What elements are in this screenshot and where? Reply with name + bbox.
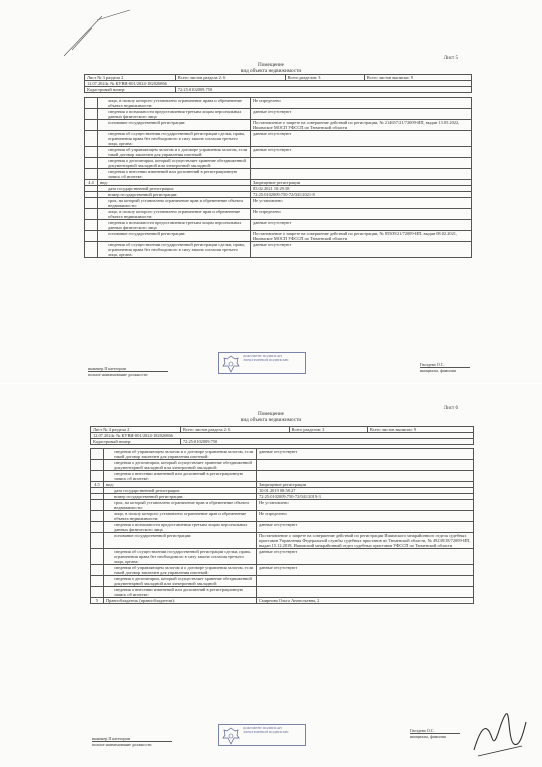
row-value: 05.02.2021 10:29:58 [251,186,472,192]
row-value: данные отсутствуют [257,522,474,533]
total-sheets-section: Всего листов раздела 2: 6 [180,427,289,433]
table-row [85,209,472,220]
emblem-icon [221,354,241,374]
stamp-sub: ЭЛЕКТРОННОЙ ПОДПИСЬЮ [243,358,289,362]
row-value [257,471,474,482]
object-subtitle: вид объекта недвижимости [240,68,302,74]
row-number: 4.5 [91,482,104,488]
table-row [91,533,474,549]
row-value: 10.01.2019 08:58:27 [257,488,474,494]
row-label: сведения об управляющем залогом и о договоре управления залогом, если такой договор заключен для управления ипотекой: [104,565,257,576]
row-number [85,147,98,158]
table-row [85,198,472,209]
row-value: Не определено [251,98,472,109]
table-row [85,220,472,231]
position-value: инженер II категории [92,736,130,741]
meta-table [84,74,472,93]
row-value: 72:25:0102009:750-72/041/2021-8 [251,192,472,198]
row-value: данные отсутствуют [251,242,472,258]
table-row [91,587,474,598]
row-number [85,120,98,131]
emblem-icon [221,726,241,746]
table-row [91,549,474,565]
document-page-1 [0,0,542,383]
row-value: данные отсутствуют [251,220,472,231]
row-number: 4.4 [85,180,98,186]
row-value [257,460,474,471]
row-label: лицо, в пользу которого установлено ограничение права и обременение объекта недвижимости: [98,98,251,109]
cadastral-label: Кадастровый номер: [85,87,176,93]
row-value: Постановление о запрете на совершение действий по регистрации, № 85509/21/72009-ИП, выдан 08.02.2021, Ишимское МОСП УФССП по Тюменской области [251,231,472,242]
row-number [91,460,104,471]
row-label: сведения о внесении изменений или дополнений в регистрационную запись об ипотеке: [104,587,257,598]
cadastral-value: 72:25:0102009:750 [175,87,471,93]
row-number [85,242,98,258]
name-caption: инициалы, фамилия [410,733,460,739]
meta-table [90,426,474,445]
row-number [85,131,98,147]
table-row [91,576,474,587]
row-number [91,522,104,533]
row-value [251,169,472,180]
row-label: сведения об осуществлении государственной регистрации сделки, права, ограничения права без необходимого в силу закона согласия третьего лица, органа: [98,131,251,147]
row-number [85,231,98,242]
stamp-title: ДОКУМЕНТ ПОДПИСАН [243,354,282,358]
row-value: Постановление о запрете на совершение действий по регистрации, № 214657/21/72009-ИП, выдан 13.05.2022, Ишимское МОСП УФССП по Тюменской области [251,120,472,131]
row-label: сведения о депозитарии, который осуществляет хранение обездвиженной документарной закладной или электронной закладной: [104,576,257,587]
row-number [91,471,104,482]
row-value: данные отсутствуют [257,565,474,576]
total-sheets-extract: Всего листов выписки: 9 [364,75,471,81]
row-label: основание государственной регистрации: [104,533,257,549]
row-number [85,169,98,180]
row-label: сведения о возможности предоставления третьим лицам персональных данных физического лица [98,220,251,231]
footer-name [410,728,460,739]
row-number [85,109,98,120]
name-value: Гвоздева О.С. [410,728,435,733]
row-label: Правообладатель (правообладатели): [104,598,257,604]
e-signature-stamp [218,724,306,746]
object-title: Помещение [258,411,284,417]
page-title [0,411,542,423]
row-value: данные отсутствуют [251,147,472,158]
total-sheets-extract: Всего листов выписки: 9 [367,427,473,433]
row-value: 72:25:0102009:750-72/041/2019-3 [257,494,474,500]
list-section: Лист № 4 раздела 2 [91,427,181,433]
row-label: лицо, в пользу которого установлено ограничение прав и обременение объекта недвижимости: [98,209,251,220]
row-label: сведения о внесении изменений или дополнений в регистрационную запись об ипотеке: [98,169,251,180]
table-row [85,120,472,131]
row-label: лицо, в пользу которого установлено ограничение прав и обременение объекта недвижимости: [104,511,257,522]
page-title [0,62,542,74]
row-number [91,576,104,587]
row-label: сведения об управляющем залогом и о договоре управления залогом, если такой договор заключен для управления ипотекой: [104,449,257,460]
row-label: дата государственной регистрации: [98,186,251,192]
row-number [85,198,98,209]
row-number [91,449,104,460]
records-table [84,97,472,258]
table-row [85,242,472,258]
row-label: основание государственной регистрации: [98,120,251,131]
row-label: сведения о возможности предоставления третьим лицам персональных данных физического лица [104,522,257,533]
object-subtitle: вид объекта недвижимости [240,417,302,423]
object-title: Помещение [258,62,284,68]
row-label: сведения о возможности предоставления третьим лицам персональных данных физического лица [98,109,251,120]
position-value: инженер II категории [88,366,126,371]
table-row [91,460,474,471]
row-label: дата государственной регистрации: [104,488,257,494]
row-value: Не определено [257,511,474,522]
position-caption: полное наименование должности [88,371,168,377]
margin-scribble [62,8,132,58]
footer-position [92,736,172,747]
row-label: сведения об осуществлении государственной регистрации сделки, права, ограничения права без необходимого в силу закона согласия третьего лица, органа: [98,242,251,258]
row-value [257,576,474,587]
table-row [91,449,474,460]
row-value: данные отсутствуют [257,449,474,460]
row-value [251,158,472,169]
handwritten-signature [470,700,530,760]
row-number [85,158,98,169]
total-sections: Всего разделов: 3 [285,75,364,81]
row-number [85,209,98,220]
row-number [85,220,98,231]
table-row [91,565,474,576]
stamp-title: ДОКУМЕНТ ПОДПИСАН [243,726,282,730]
row-number [91,549,104,565]
table-row [91,598,474,604]
row-value: Запрещение регистрации [257,482,474,488]
row-number [85,98,98,109]
records-table [90,448,474,604]
total-sheets-section: Всего листов раздела 2: 6 [175,75,285,81]
row-label: срок, на который установлено ограничение прав и обременение объекта недвижимости: [104,500,257,511]
table-row [85,147,472,158]
table-row [91,500,474,511]
row-value: Не установлено [257,500,474,511]
row-value [257,587,474,598]
row-number [91,587,104,598]
row-label: сведения об осуществлении государственной регистрации сделки, права, ограничения права без необходимого в силу закона согласия третьего лица, органа: [104,549,257,565]
stamp-sub: ЭЛЕКТРОННОЙ ПОДПИСЬЮ [243,730,289,734]
row-label: сведения об управляющем залогом и о договоре управления залогом, если такой договор заключен для управления ипотекой: [98,147,251,158]
sheet-number: Лист 6 [443,406,458,411]
row-label: вид: [98,180,251,186]
table-row [85,98,472,109]
row-value: Смирнова Ольга Анатольевна, 2 [257,598,474,604]
table-row [85,231,472,242]
row-number [91,533,104,549]
name-caption: инициалы, фамилия [420,367,470,373]
row-label: вид: [104,482,257,488]
row-number [91,511,104,522]
sheet-number: Лист 5 [443,56,458,61]
row-value: данные отсутствуют [257,549,474,565]
cadastral-value: 72:25:0102009:750 [180,439,473,445]
table-row [85,131,472,147]
row-number [91,565,104,576]
footer-position [88,366,168,377]
table-row [85,158,472,169]
row-value: данные отсутствуют [251,109,472,120]
row-value: данные отсутствуют [251,131,472,147]
cadastral-label: Кадастровый номер: [91,439,181,445]
list-section: Лист № 3 раздела 2 [85,75,176,81]
row-value: Не установлено [251,198,472,209]
row-label: основание государственной регистрации: [98,231,251,242]
name-value: Гвоздева О.С. [420,362,445,367]
e-signature-stamp [218,352,306,374]
row-label: срок, на который установлено ограничение прав и обременение объекта недвижимости: [98,198,251,209]
row-label: сведения о внесении изменений или дополнений в регистрационную запись об ипотеке: [104,471,257,482]
total-sections: Всего разделов: 3 [289,427,367,433]
table-row [85,109,472,120]
row-label: сведения о депозитарии, который осуществляет хранение обездвиженной документарной закладной или электронной закладной: [104,460,257,471]
row-value: Не определено [251,209,472,220]
row-label: номер государственной регистрации: [104,494,257,500]
table-row [91,522,474,533]
date-number: 12.07.2024г. № КУВИ-001/2024-182026866 [91,433,474,439]
document-page-2 [0,384,542,767]
date-number: 12.07.2024г. № КУВИ-001/2024-182026866 [85,81,472,87]
table-row [91,471,474,482]
table-row [85,169,472,180]
row-value: Постановление о запрете на совершение действий по регистрации Ишимского межрайонного отдела судебных приставов Управления Федеральной службы судебных приставов по Тюменской области, № 49238/18/72009-ИП, выдан 15.12.2018, Ишимский межрайонный отдел судебных приставов УФССП по Тюменской области [257,533,474,549]
row-value: Запрещение регистрации [251,180,472,186]
position-caption: полное наименование должности [92,741,172,747]
row-label: сведения о депозитарии, который осуществляет хранение обездвиженной документарной закладной или электронной закладной: [98,158,251,169]
row-number: 5 [91,598,104,604]
row-label: номер государственной регистрации: [98,192,251,198]
footer-name [420,362,470,373]
table-row [91,511,474,522]
row-number [91,500,104,511]
